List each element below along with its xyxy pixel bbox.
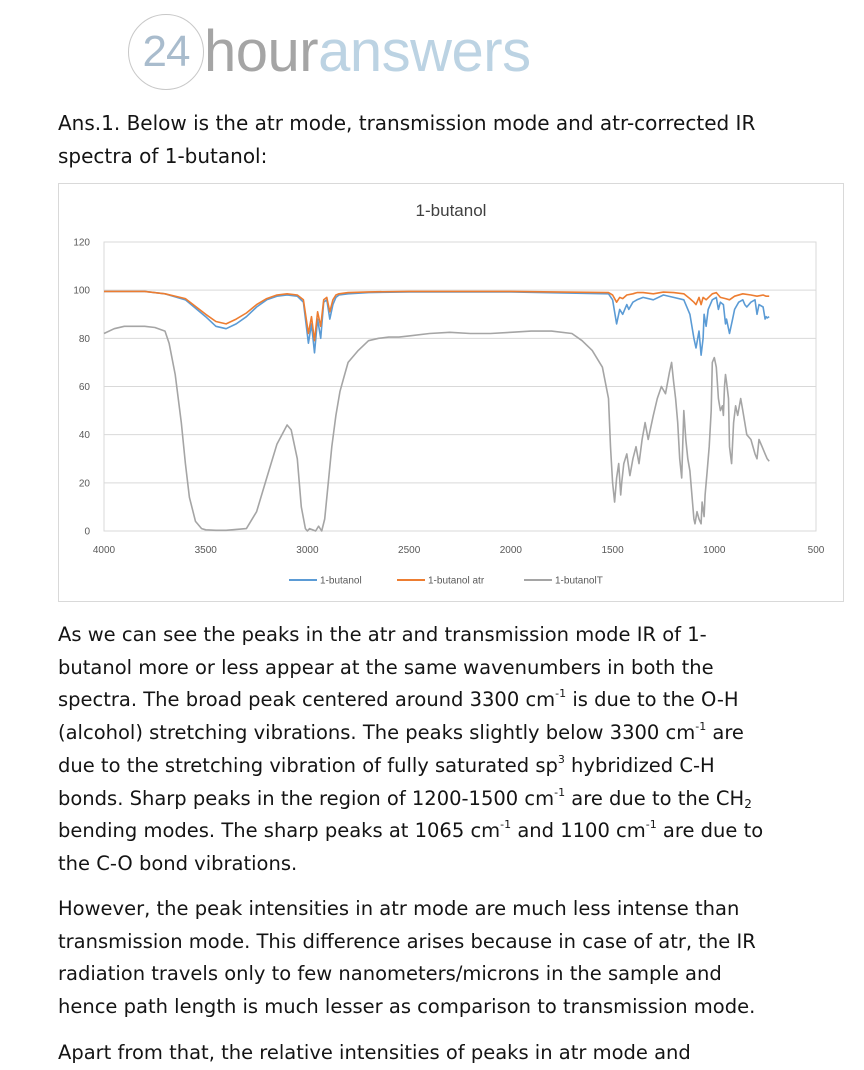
logo-text-hour: hour <box>204 19 319 84</box>
intro-paragraph <box>58 107 798 173</box>
y-tick-label: 40 <box>78 430 90 442</box>
analysis-paragraph <box>58 619 798 881</box>
p3-line: radiation travels only to few nanometers/microns in the sample and <box>58 962 722 986</box>
p2-text: are due to the CH <box>565 786 745 810</box>
p2-text: and 1100 cm <box>511 819 646 843</box>
y-tick-label: 80 <box>78 333 90 345</box>
y-tick-label: 120 <box>73 237 90 249</box>
y-tick-label: 20 <box>78 478 90 490</box>
series-line-1-butanol <box>104 291 769 355</box>
p2-text: the C-O bond vibrations. <box>58 851 298 875</box>
p2-text: are <box>706 721 744 745</box>
x-tick-label: 1500 <box>601 545 624 556</box>
x-tick-label: 3500 <box>194 545 217 556</box>
site-logo <box>128 14 688 90</box>
p2-text: hybridized C-H <box>564 753 715 777</box>
y-tick-label: 0 <box>84 526 90 538</box>
p2-text: are due to <box>656 819 764 843</box>
p2-text: spectra. The broad peak centered around 3300 cm <box>58 688 556 712</box>
superscript: -1 <box>645 818 657 832</box>
logo-text-answers: answers <box>318 19 531 84</box>
x-tick-label: 3000 <box>296 545 319 556</box>
p2-text: due to the stretching vibration of fully saturated sp <box>58 753 558 777</box>
logo-number-badge: 24 <box>128 14 204 90</box>
y-tick-label: 60 <box>78 382 90 393</box>
p2-text: bonds. Sharp peaks in the region of 1200-1500 cm <box>58 786 555 810</box>
superscript: -1 <box>554 785 566 799</box>
p2-text: As we can see the peaks in the atr and transmission mode IR of 1- <box>58 623 707 646</box>
superscript: 3 <box>557 752 565 766</box>
intro-line-1: Ans.1. Below is the atr mode, transmission mode and atr-corrected IR <box>58 111 756 135</box>
series-line-1-butanolT <box>104 326 769 531</box>
p2-text: (alcohol) stretching vibrations. The peaks slightly below 3300 cm <box>58 721 696 745</box>
legend-label: 1-butanol atr <box>428 575 485 587</box>
legend-label: 1-butanolT <box>555 575 603 587</box>
x-tick-label: 2000 <box>499 545 522 556</box>
p4-line: Apart from that, the relative intensities of peaks in atr mode and <box>58 1041 691 1064</box>
x-tick-label: 500 <box>807 545 825 556</box>
chart-canvas <box>59 184 845 603</box>
superscript: -1 <box>695 720 707 734</box>
subscript: 2 <box>744 796 752 811</box>
superscript: -1 <box>555 687 567 701</box>
p3-line: hence path length is much lesser as comparison to transmission mode. <box>58 995 756 1019</box>
superscript: -1 <box>500 818 512 832</box>
p3-line: transmission mode. This difference arises because in case of atr, the IR <box>58 929 756 953</box>
p2-text: bending modes. The sharp peaks at 1065 cm <box>58 819 501 843</box>
x-tick-label: 1000 <box>703 545 726 556</box>
relative-intensity-paragraph <box>58 1037 798 1070</box>
p3-line: However, the peak intensities in atr mode are much less intense than <box>58 897 740 920</box>
x-tick-label: 4000 <box>92 545 116 556</box>
comparison-paragraph <box>58 893 798 1024</box>
p2-text: butanol more or less appear at the same wavenumbers in both the <box>58 655 714 679</box>
p2-text: is due to the O-H <box>566 688 739 712</box>
intro-line-2: spectra of 1-butanol: <box>58 144 268 168</box>
ir-spectrum-chart <box>58 183 844 602</box>
y-tick-label: 100 <box>73 285 90 297</box>
legend-label: 1-butanol <box>320 575 362 587</box>
chart-title: 1-butanol <box>415 201 487 220</box>
x-tick-label: 2500 <box>398 545 421 556</box>
